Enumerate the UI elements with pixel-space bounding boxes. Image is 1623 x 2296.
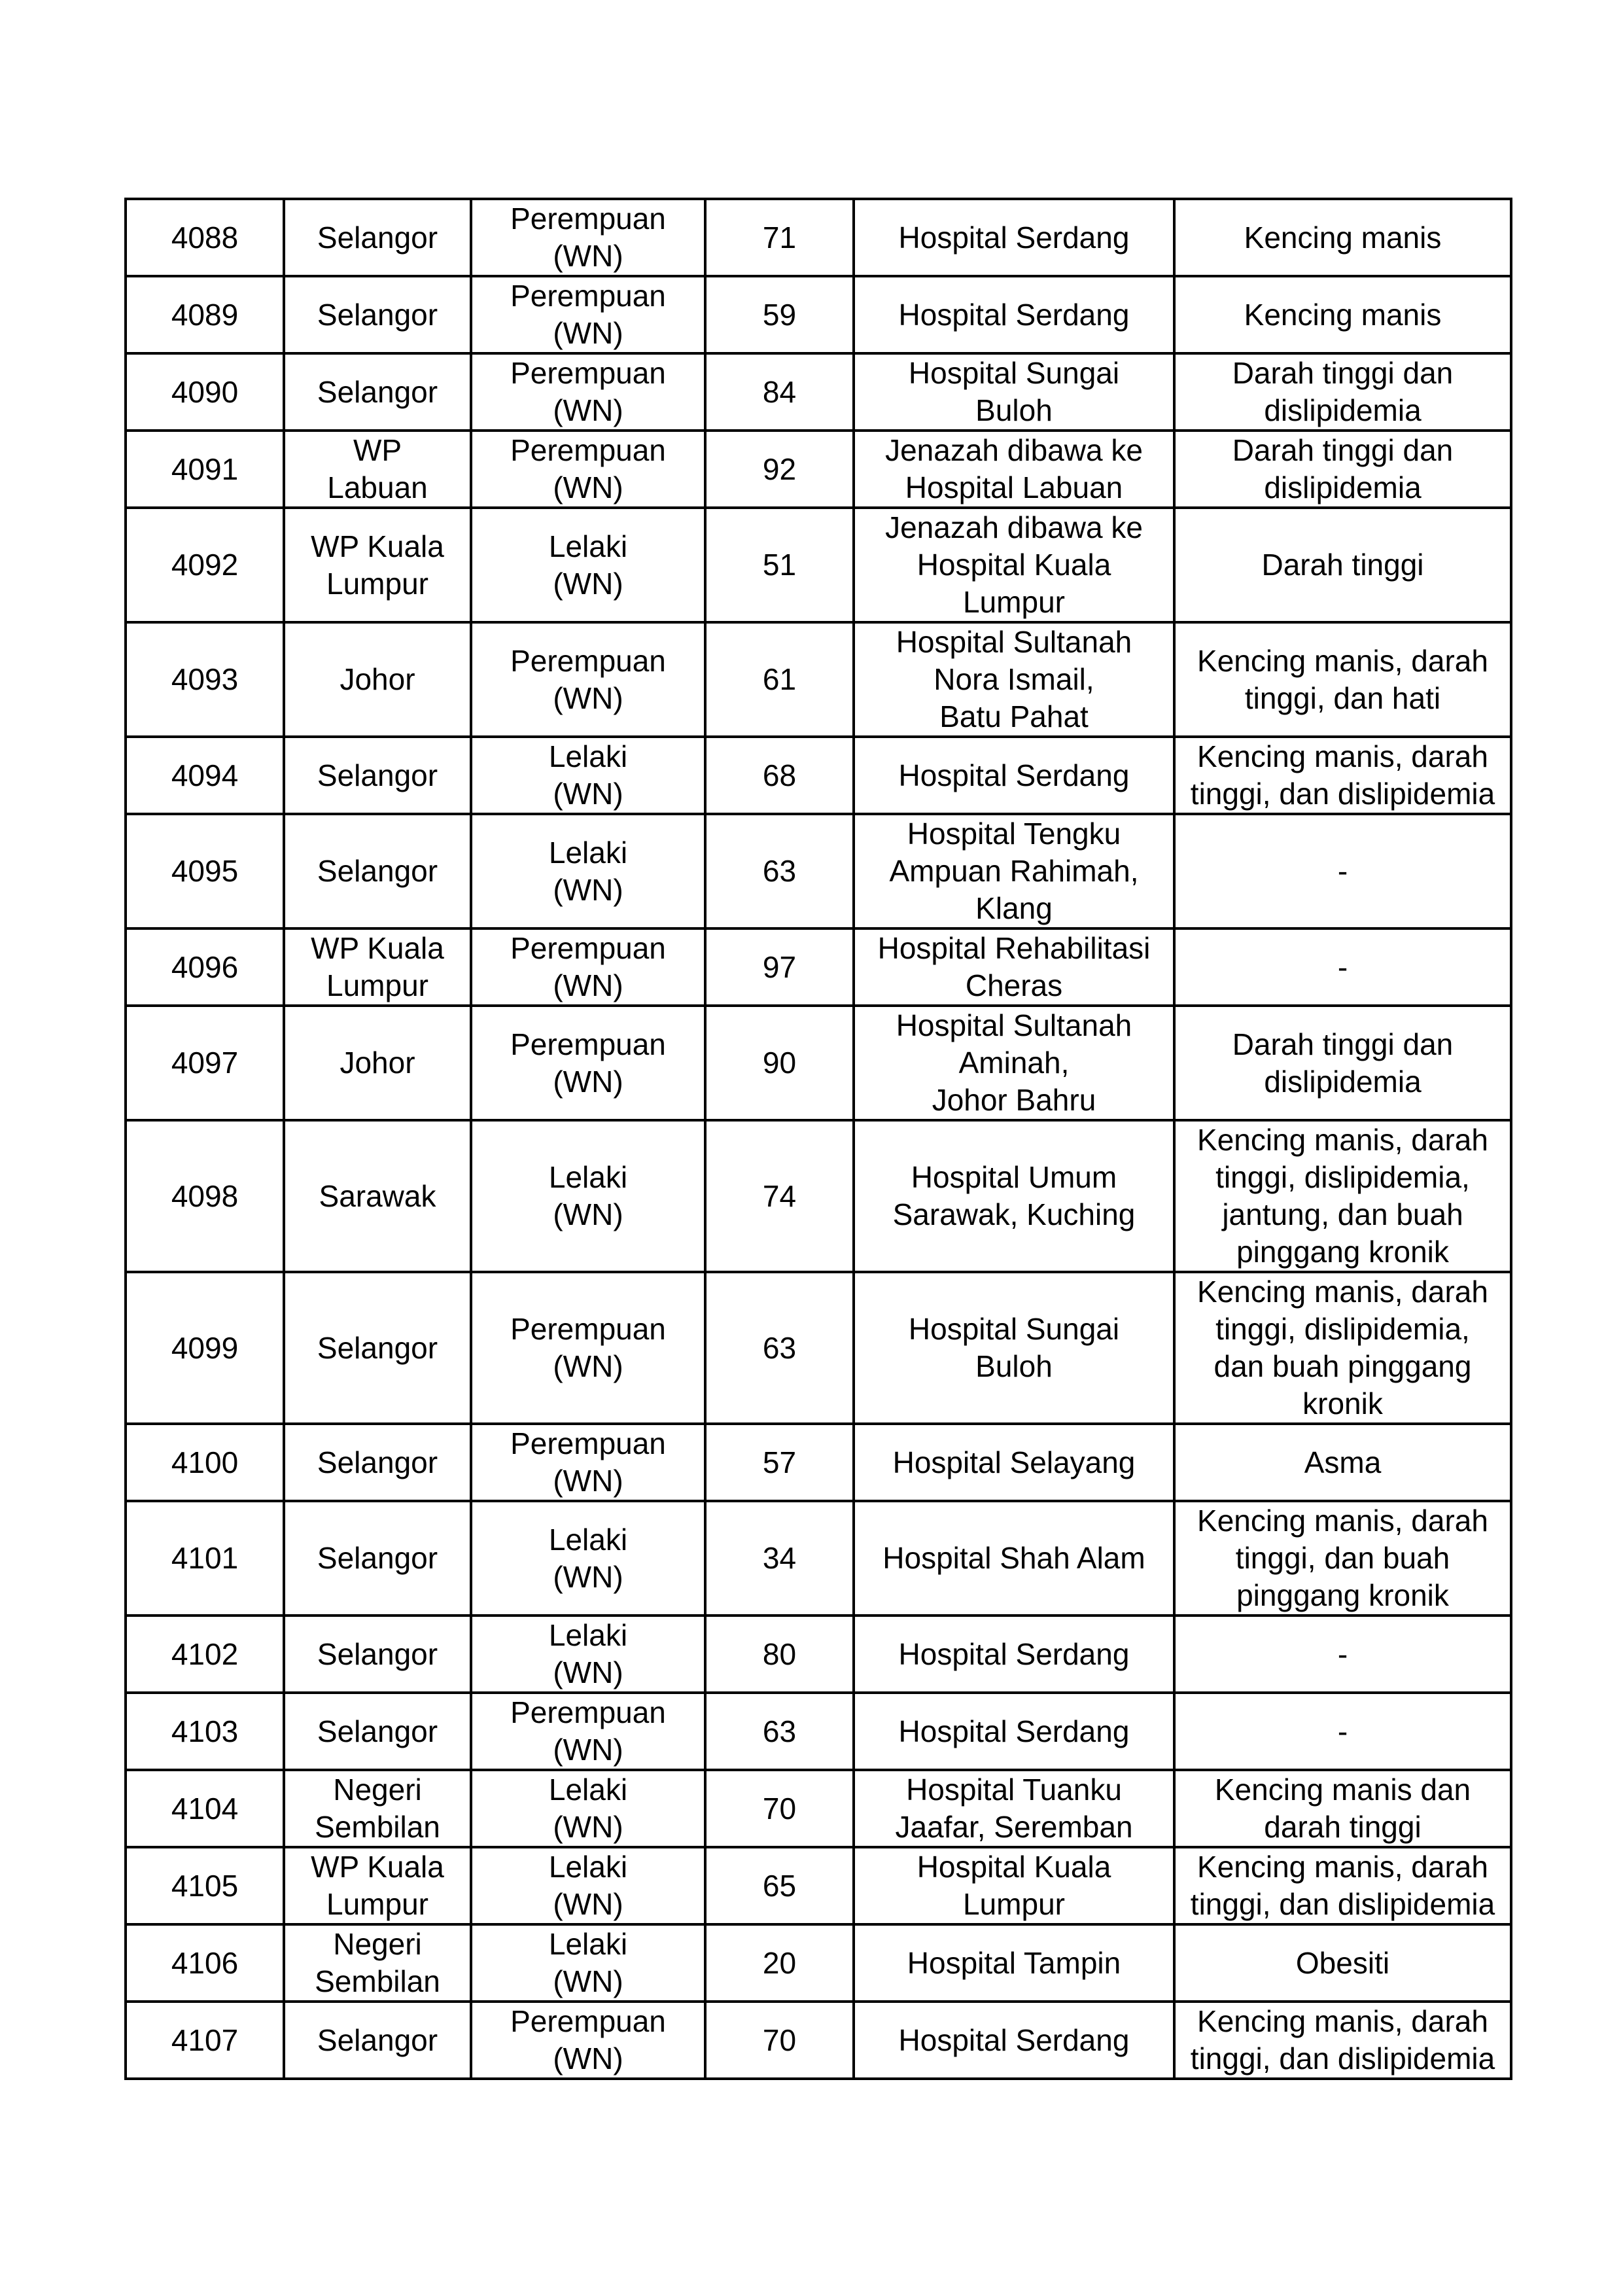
gender-cell: Perempuan (WN) bbox=[471, 276, 705, 353]
condition-cell: Kencing manis, darah tinggi, dan dislipidemia bbox=[1174, 1847, 1511, 1924]
age-cell: 84 bbox=[705, 353, 854, 431]
table-row bbox=[126, 737, 1511, 814]
case-number-cell: 4106 bbox=[126, 1924, 284, 2002]
table-row bbox=[126, 1501, 1511, 1616]
gender-cell: Perempuan (WN) bbox=[471, 622, 705, 737]
table-row bbox=[126, 1924, 1511, 2002]
table-row bbox=[126, 814, 1511, 928]
state-cell: Selangor bbox=[284, 737, 471, 814]
age-cell: 71 bbox=[705, 199, 854, 276]
condition-cell: - bbox=[1174, 1616, 1511, 1693]
age-cell: 63 bbox=[705, 1693, 854, 1770]
gender-cell: Perempuan (WN) bbox=[471, 1693, 705, 1770]
case-number-cell: 4096 bbox=[126, 928, 284, 1006]
state-cell: Selangor bbox=[284, 276, 471, 353]
age-cell: 61 bbox=[705, 622, 854, 737]
hospital-cell: Hospital Sultanah Aminah, Johor Bahru bbox=[854, 1006, 1174, 1120]
hospital-cell: Hospital Tampin bbox=[854, 1924, 1174, 2002]
case-number-cell: 4103 bbox=[126, 1693, 284, 1770]
hospital-cell: Hospital Serdang bbox=[854, 737, 1174, 814]
state-cell: WP Kuala Lumpur bbox=[284, 1847, 471, 1924]
state-cell: Selangor bbox=[284, 1501, 471, 1616]
condition-cell: Darah tinggi bbox=[1174, 508, 1511, 622]
table-row bbox=[126, 1616, 1511, 1693]
state-cell: Negeri Sembilan bbox=[284, 1924, 471, 2002]
table-row bbox=[126, 2002, 1511, 2079]
table-row bbox=[126, 928, 1511, 1006]
hospital-cell: Hospital Serdang bbox=[854, 1616, 1174, 1693]
case-number-cell: 4089 bbox=[126, 276, 284, 353]
hospital-cell: Hospital Serdang bbox=[854, 2002, 1174, 2079]
state-cell: Selangor bbox=[284, 1693, 471, 1770]
condition-cell: Kencing manis, darah tinggi, dan buah pinggang kronik bbox=[1174, 1501, 1511, 1616]
case-number-cell: 4092 bbox=[126, 508, 284, 622]
table-row bbox=[126, 1693, 1511, 1770]
case-number-cell: 4105 bbox=[126, 1847, 284, 1924]
case-number-cell: 4088 bbox=[126, 199, 284, 276]
gender-cell: Lelaki (WN) bbox=[471, 1501, 705, 1616]
hospital-cell: Hospital Serdang bbox=[854, 1693, 1174, 1770]
hospital-cell: Hospital Tuanku Jaafar, Seremban bbox=[854, 1770, 1174, 1847]
condition-cell: Kencing manis bbox=[1174, 199, 1511, 276]
age-cell: 34 bbox=[705, 1501, 854, 1616]
gender-cell: Lelaki (WN) bbox=[471, 1770, 705, 1847]
age-cell: 74 bbox=[705, 1120, 854, 1272]
gender-cell: Perempuan (WN) bbox=[471, 1424, 705, 1501]
case-number-cell: 4094 bbox=[126, 737, 284, 814]
case-number-cell: 4104 bbox=[126, 1770, 284, 1847]
case-number-cell: 4107 bbox=[126, 2002, 284, 2079]
case-number-cell: 4101 bbox=[126, 1501, 284, 1616]
age-cell: 59 bbox=[705, 276, 854, 353]
gender-cell: Perempuan (WN) bbox=[471, 431, 705, 508]
condition-cell: Asma bbox=[1174, 1424, 1511, 1501]
age-cell: 97 bbox=[705, 928, 854, 1006]
condition-cell: Darah tinggi dan dislipidemia bbox=[1174, 431, 1511, 508]
state-cell: Selangor bbox=[284, 199, 471, 276]
gender-cell: Lelaki (WN) bbox=[471, 1120, 705, 1272]
case-number-cell: 4091 bbox=[126, 431, 284, 508]
gender-cell: Lelaki (WN) bbox=[471, 508, 705, 622]
case-number-cell: 4097 bbox=[126, 1006, 284, 1120]
age-cell: 70 bbox=[705, 1770, 854, 1847]
condition-cell: Kencing manis, darah tinggi, dan dislipidemia bbox=[1174, 2002, 1511, 2079]
case-number-cell: 4090 bbox=[126, 353, 284, 431]
age-cell: 20 bbox=[705, 1924, 854, 2002]
gender-cell: Perempuan (WN) bbox=[471, 928, 705, 1006]
gender-cell: Lelaki (WN) bbox=[471, 1924, 705, 2002]
condition-cell: Obesiti bbox=[1174, 1924, 1511, 2002]
age-cell: 63 bbox=[705, 814, 854, 928]
table-row bbox=[126, 1847, 1511, 1924]
age-cell: 65 bbox=[705, 1847, 854, 1924]
gender-cell: Perempuan (WN) bbox=[471, 1006, 705, 1120]
state-cell: Selangor bbox=[284, 814, 471, 928]
case-number-cell: 4095 bbox=[126, 814, 284, 928]
table-row bbox=[126, 353, 1511, 431]
case-number-cell: 4102 bbox=[126, 1616, 284, 1693]
age-cell: 70 bbox=[705, 2002, 854, 2079]
table-row bbox=[126, 1424, 1511, 1501]
condition-cell: Kencing manis bbox=[1174, 276, 1511, 353]
condition-cell: - bbox=[1174, 928, 1511, 1006]
table-row bbox=[126, 1006, 1511, 1120]
age-cell: 90 bbox=[705, 1006, 854, 1120]
condition-cell: Darah tinggi dan dislipidemia bbox=[1174, 353, 1511, 431]
hospital-cell: Jenazah dibawa ke Hospital Kuala Lumpur bbox=[854, 508, 1174, 622]
hospital-cell: Hospital Kuala Lumpur bbox=[854, 1847, 1174, 1924]
condition-cell: Kencing manis, darah tinggi, dan hati bbox=[1174, 622, 1511, 737]
table-row bbox=[126, 508, 1511, 622]
case-table-body bbox=[126, 199, 1511, 2079]
state-cell: Selangor bbox=[284, 1616, 471, 1693]
case-number-cell: 4093 bbox=[126, 622, 284, 737]
gender-cell: Lelaki (WN) bbox=[471, 1616, 705, 1693]
state-cell: Johor bbox=[284, 1006, 471, 1120]
age-cell: 92 bbox=[705, 431, 854, 508]
table-row bbox=[126, 622, 1511, 737]
hospital-cell: Hospital Shah Alam bbox=[854, 1501, 1174, 1616]
table-row bbox=[126, 276, 1511, 353]
table-row bbox=[126, 1272, 1511, 1424]
gender-cell: Perempuan (WN) bbox=[471, 1272, 705, 1424]
condition-cell: - bbox=[1174, 814, 1511, 928]
age-cell: 63 bbox=[705, 1272, 854, 1424]
hospital-cell: Hospital Tengku Ampuan Rahimah, Klang bbox=[854, 814, 1174, 928]
table-row bbox=[126, 1120, 1511, 1272]
gender-cell: Perempuan (WN) bbox=[471, 199, 705, 276]
condition-cell: - bbox=[1174, 1693, 1511, 1770]
case-number-cell: 4098 bbox=[126, 1120, 284, 1272]
hospital-cell: Hospital Serdang bbox=[854, 276, 1174, 353]
hospital-cell: Hospital Serdang bbox=[854, 199, 1174, 276]
state-cell: Negeri Sembilan bbox=[284, 1770, 471, 1847]
hospital-cell: Hospital Sultanah Nora Ismail, Batu Pahat bbox=[854, 622, 1174, 737]
age-cell: 51 bbox=[705, 508, 854, 622]
age-cell: 68 bbox=[705, 737, 854, 814]
age-cell: 57 bbox=[705, 1424, 854, 1501]
state-cell: WP Labuan bbox=[284, 431, 471, 508]
condition-cell: Kencing manis, darah tinggi, dislipidemia, dan buah pinggang kronik bbox=[1174, 1272, 1511, 1424]
hospital-cell: Jenazah dibawa ke Hospital Labuan bbox=[854, 431, 1174, 508]
hospital-cell: Hospital Sungai Buloh bbox=[854, 1272, 1174, 1424]
state-cell: Selangor bbox=[284, 353, 471, 431]
state-cell: Selangor bbox=[284, 2002, 471, 2079]
hospital-cell: Hospital Sungai Buloh bbox=[854, 353, 1174, 431]
state-cell: WP Kuala Lumpur bbox=[284, 928, 471, 1006]
table-row bbox=[126, 199, 1511, 276]
condition-cell: Darah tinggi dan dislipidemia bbox=[1174, 1006, 1511, 1120]
hospital-cell: Hospital Selayang bbox=[854, 1424, 1174, 1501]
state-cell: WP Kuala Lumpur bbox=[284, 508, 471, 622]
table-row bbox=[126, 1770, 1511, 1847]
hospital-cell: Hospital Umum Sarawak, Kuching bbox=[854, 1120, 1174, 1272]
state-cell: Sarawak bbox=[284, 1120, 471, 1272]
gender-cell: Perempuan (WN) bbox=[471, 353, 705, 431]
case-number-cell: 4100 bbox=[126, 1424, 284, 1501]
gender-cell: Lelaki (WN) bbox=[471, 814, 705, 928]
condition-cell: Kencing manis, darah tinggi, dan dislipidemia bbox=[1174, 737, 1511, 814]
condition-cell: Kencing manis dan darah tinggi bbox=[1174, 1770, 1511, 1847]
state-cell: Selangor bbox=[284, 1272, 471, 1424]
gender-cell: Lelaki (WN) bbox=[471, 737, 705, 814]
table-row bbox=[126, 431, 1511, 508]
state-cell: Johor bbox=[284, 622, 471, 737]
condition-cell: Kencing manis, darah tinggi, dislipidemia, jantung, dan buah pinggang kronik bbox=[1174, 1120, 1511, 1272]
gender-cell: Perempuan (WN) bbox=[471, 2002, 705, 2079]
case-table bbox=[124, 198, 1512, 2080]
hospital-cell: Hospital Rehabilitasi Cheras bbox=[854, 928, 1174, 1006]
case-number-cell: 4099 bbox=[126, 1272, 284, 1424]
age-cell: 80 bbox=[705, 1616, 854, 1693]
state-cell: Selangor bbox=[284, 1424, 471, 1501]
gender-cell: Lelaki (WN) bbox=[471, 1847, 705, 1924]
